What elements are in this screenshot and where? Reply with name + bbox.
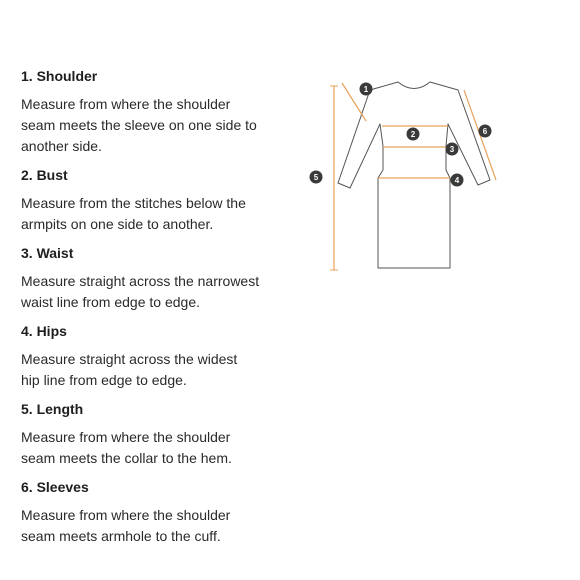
section-title: 4. Hips: [21, 323, 67, 339]
section-title: 1. Shoulder: [21, 68, 98, 84]
section-title: 2. Bust: [21, 167, 68, 183]
section-description: [21, 505, 311, 547]
section-length: [21, 399, 311, 469]
section-hips: [21, 321, 311, 391]
description-line: Measure from where the shoulder: [21, 429, 231, 445]
description-line: seam meets the sleeve on one side to: [21, 117, 257, 133]
section-description: [21, 349, 311, 391]
section-title: 6. Sleeves: [21, 479, 89, 495]
section-shoulder: [21, 66, 311, 157]
section-waist: [21, 243, 311, 313]
svg-text:6: 6: [482, 127, 488, 136]
section-description: [21, 427, 311, 469]
svg-text:2: 2: [410, 130, 416, 139]
section-bust: [21, 165, 311, 235]
svg-text:4: 4: [454, 176, 460, 185]
marker-5: [310, 171, 323, 184]
description-line: Measure straight across the narrowest: [21, 273, 260, 289]
description-line: armpits on one side to another.: [21, 216, 214, 232]
svg-text:5: 5: [313, 173, 319, 182]
section-title: 3. Waist: [21, 245, 74, 261]
dress-diagram: [300, 70, 510, 280]
description-line: Measure from the stitches below the: [21, 195, 246, 211]
svg-text:1: 1: [363, 85, 369, 94]
marker-4: [451, 174, 464, 187]
marker-6: [479, 125, 492, 138]
description-line: Measure straight across the widest: [21, 351, 238, 367]
description-line: waist line from edge to edge.: [21, 294, 200, 310]
description-line: seam meets armhole to the cuff.: [21, 528, 221, 544]
section-description: [21, 94, 311, 157]
section-title: 5. Length: [21, 401, 84, 417]
section-description: [21, 271, 311, 313]
section-description: [21, 193, 311, 235]
description-line: Measure from where the shoulder: [21, 96, 231, 112]
measurement-guide: [21, 66, 311, 555]
svg-text:3: 3: [449, 145, 455, 154]
marker-3: [446, 143, 459, 156]
section-sleeves: [21, 477, 311, 547]
marker-2: [407, 128, 420, 141]
description-line: hip line from edge to edge.: [21, 372, 187, 388]
marker-1: [360, 83, 373, 96]
description-line: seam meets the collar to the hem.: [21, 450, 232, 466]
dress-outline: [338, 82, 490, 268]
description-line: Measure from where the shoulder: [21, 507, 231, 523]
description-line: another side.: [21, 138, 102, 154]
